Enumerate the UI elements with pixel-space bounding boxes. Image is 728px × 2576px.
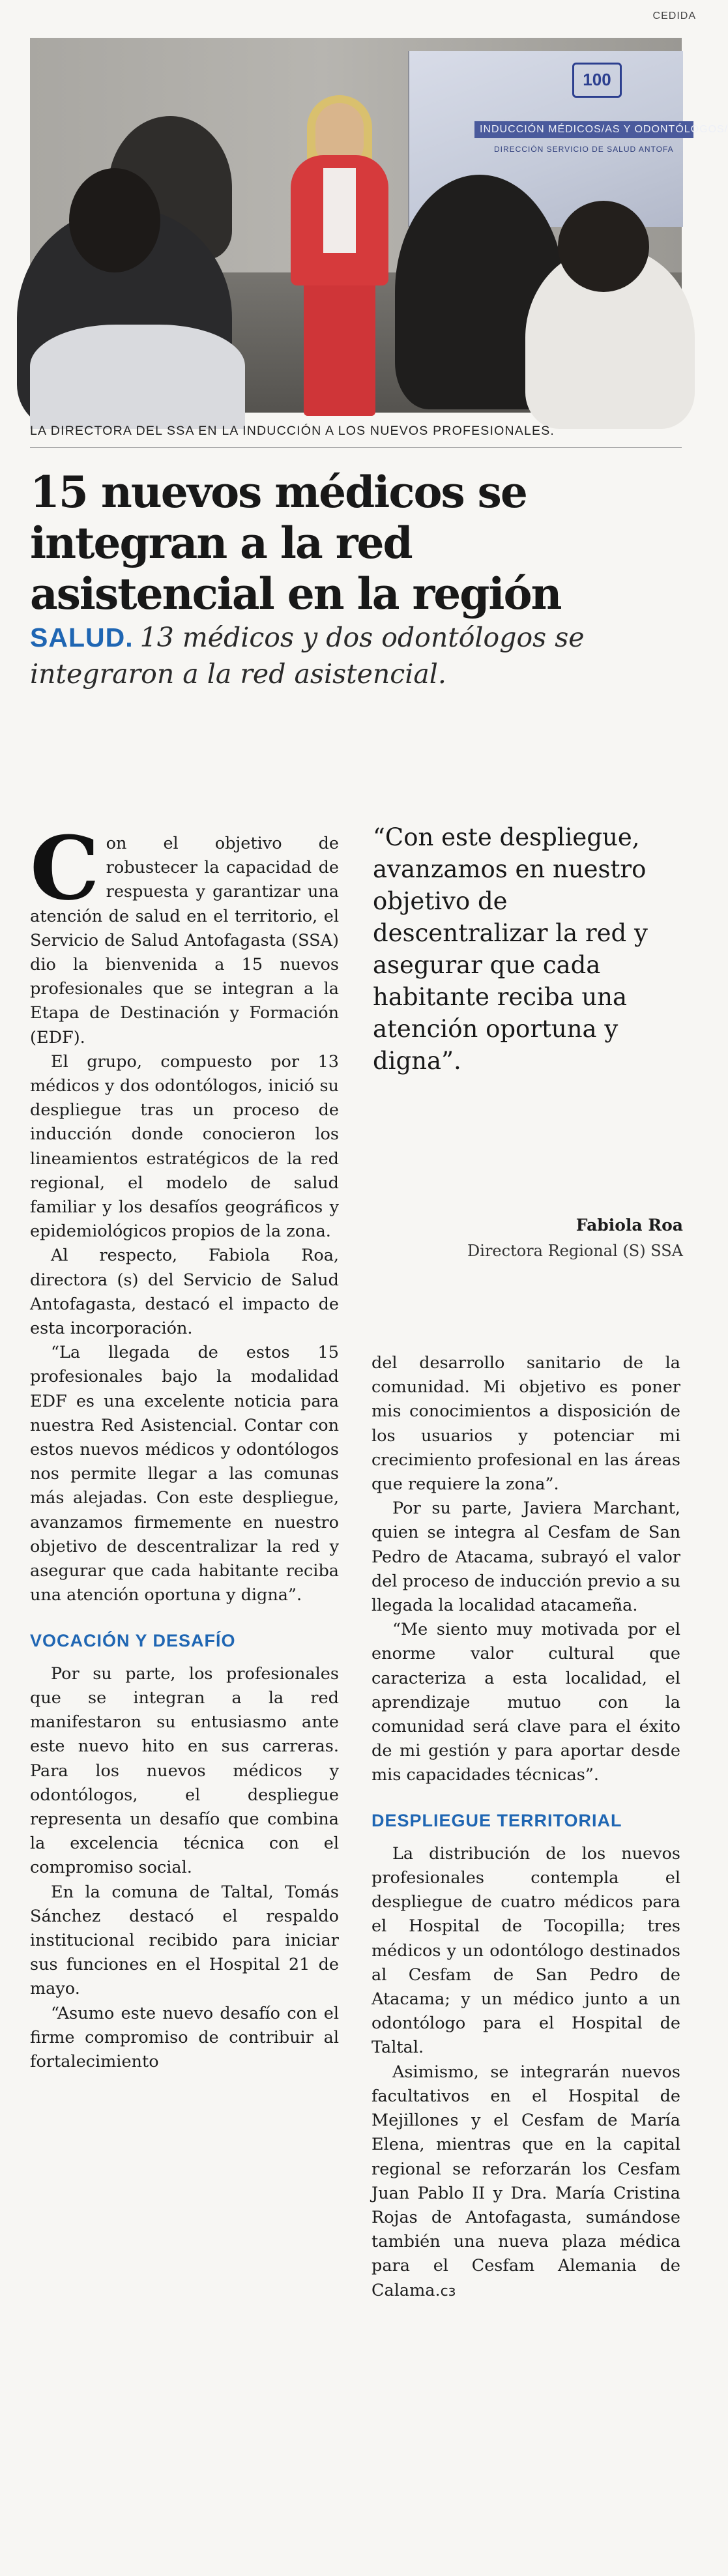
screen-logo: 100 bbox=[572, 63, 622, 98]
article-column-1 bbox=[30, 817, 339, 2074]
headline-line: asistencial en la región bbox=[30, 568, 561, 619]
pull-quote: “Con este despliegue, avanzamos en nuestro objetivo de descentralizar la red y asegurar que cada habitante reciba una atención oportuna y digna”. bbox=[373, 823, 648, 1075]
section-tag: SALUD. bbox=[30, 622, 134, 652]
subheading: VOCACIÓN Y DESAFÍO bbox=[30, 1630, 236, 1650]
end-mark: ᴄɜ bbox=[440, 2283, 456, 2300]
headline bbox=[30, 467, 682, 619]
photo-caption: LA DIRECTORA DEL SSA EN LA INDUCCIÓN A LOS NUEVOS PROFESIONALES. bbox=[30, 424, 555, 438]
headline-line: 15 nuevos médicos se bbox=[30, 467, 527, 518]
paragraph: del desarrollo sanitario de la comunidad. Mi objetivo es poner mis conocimientos a disposición de los usuarios y potenciar mi crecimiento profesional en las áreas que requiere la zona”. bbox=[371, 1353, 680, 1495]
paragraph-text: Asimismo, se integrarán nuevos facultativos en el Hospital de Mejillones y el Cesfam de María Elena, mientras que en la capital regional se reforzarán los Cesfam Juan Pablo II y Dra. María Cristina Rojas de Antofagasta, sumándose también una nueva plaza médica para el Cesfam Alemania de Calama. bbox=[371, 2062, 680, 2300]
paragraph: “Asumo este nuevo desafío con el firme compromiso de contribuir al fortalecimiento bbox=[30, 2003, 339, 2071]
deck-text: 13 médicos y dos odontólogos se integraron a la red asistencial. bbox=[30, 622, 585, 690]
paragraph-text: on el objetivo de robustecer la capacidad de respuesta y garantizar una atención de salud en el territorio, el Servicio de Salud Antofagasta (SSA) dio la bienvenida a 15 nuevos profesionales que se integran a la Etapa de Destinación y Formación (EDF). bbox=[30, 834, 339, 1047]
deck bbox=[30, 619, 682, 692]
audience-member-head bbox=[558, 201, 649, 292]
pull-quote-role: Directora Regional (S) SSA bbox=[467, 1242, 683, 1260]
audience-member-head bbox=[69, 168, 160, 272]
speaker-shirt bbox=[323, 168, 356, 253]
pull-quote-name: Fabiola Roa bbox=[575, 1216, 683, 1235]
paragraph: Por su parte, Javiera Marchant, quien se integra al Cesfam de San Pedro de Atacama, subrayó el valor del proceso de inducción previo a su llegada la localidad atacameña. bbox=[371, 1499, 680, 1616]
article-photo bbox=[30, 38, 728, 413]
paragraph: La distribución de los nuevos profesionales contempla el despliegue de cuatro médicos para el Hospital de Tocopilla; tres médicos y un odontólogo destinados al Cesfam de San Pedro de Atacama; y un médico junto a un odontólogo para el Hospital de Taltal. bbox=[371, 1843, 680, 2058]
source-label: CEDIDA bbox=[652, 10, 696, 22]
paragraph bbox=[371, 2060, 680, 2304]
paragraph: Al respecto, Fabiola Roa, directora (s) del Servicio de Salud Antofagasta, destacó el impacto de esta incorporación. bbox=[30, 1246, 339, 1339]
screen-subtitle: DIRECCIÓN SERVICIO DE SALUD ANTOFA bbox=[494, 145, 674, 154]
caption-rule bbox=[30, 447, 682, 448]
speaker-legs bbox=[304, 279, 375, 416]
article-column-2 bbox=[371, 1351, 680, 2304]
paragraph: Por su parte, los profesionales que se integran a la red manifestaron su entusiasmo ante este nuevo hito en sus carreras. Para los nuevos médicos y odontólogos, el despliegue representa un desafío que combina la excelencia técnica con el compromiso social. bbox=[30, 1663, 339, 1878]
screen-title: INDUCCIÓN MÉDICOS/AS Y ODONTÓLOGOS/ bbox=[474, 121, 693, 138]
paragraph: En la comuna de Taltal, Tomás Sánchez destacó el respaldo institucional recibido para iniciar sus funciones en el Hospital 21 de mayo. bbox=[30, 1882, 339, 1999]
headline-line: integran a la red bbox=[30, 518, 412, 568]
paragraph: “Me siento muy motivada por el enorme valor cultural que caracteriza a esta localidad, el aprendizaje mutuo con la comunidad será clave para el éxito de mi gestión y para aportar desde mis capacidades técnicas”. bbox=[371, 1620, 680, 1785]
paragraph: El grupo, compuesto por 13 médicos y dos odontólogos, inició su despliegue tras un proceso de inducción donde conocieron los lineamientos estratégicos de la red regional, el modelo de salud familiar y los desafíos geográficos y epidemiológicos propios de la zona. bbox=[30, 1051, 339, 1242]
paragraph bbox=[30, 817, 339, 1050]
audience-member-shirt bbox=[30, 325, 245, 429]
paragraph: “La llegada de estos 15 profesionales bajo la modalidad EDF es una excelente noticia para nuestra Red Asistencial. Contar con estos nuevos médicos y odontólogos nos permite llegar a las comunas más alejadas. Con este despliegue, avanzamos firmemente en nuestro objetivo de descentralizar la red y asegurar que cada habitante reciba una atención oportuna y digna”. bbox=[30, 1343, 339, 1605]
subheading: DESPLIEGUE TERRITORIAL bbox=[371, 1810, 622, 1830]
dropcap: C bbox=[30, 817, 100, 920]
